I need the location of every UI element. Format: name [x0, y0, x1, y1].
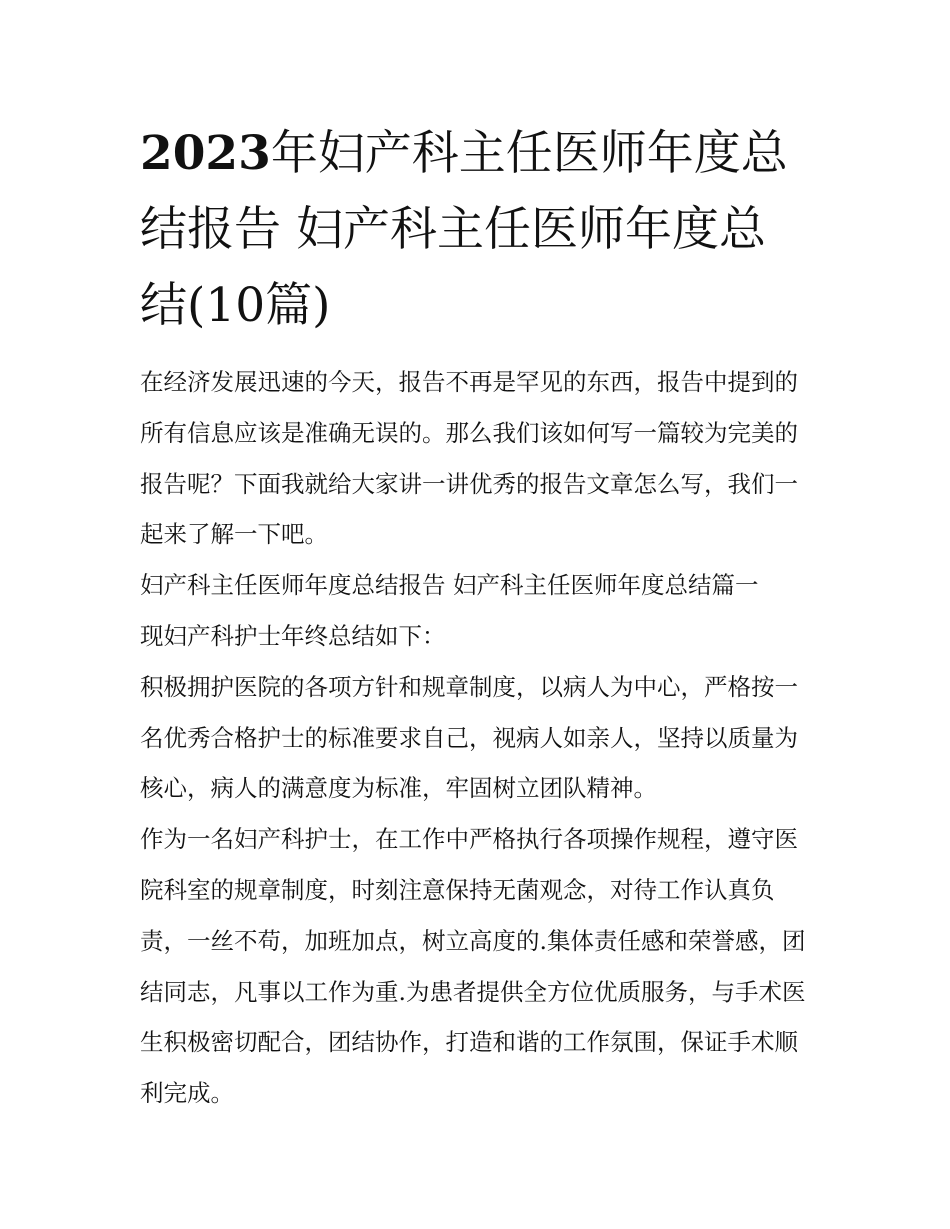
paragraph-intro: 在经济发展迅速的今天，报告不再是罕见的东西，报告中提到的所有信息应该是准确无误的。那么我们该如何写一篇较为完美的报告呢？下面我就给大家讲一讲优秀的报告文章怎么写，我们一起来了解一下吧。 [140, 368, 798, 549]
title-line-3 [140, 278, 331, 333]
document-content [140, 116, 812, 1119]
title-line-3-prefix: 结(10 [140, 278, 266, 333]
title-year: 2023 [140, 126, 271, 181]
paragraph-summary-lead: 现妇产科护士年终总结如下： [140, 621, 446, 650]
document-title [140, 116, 812, 344]
document-body [140, 357, 812, 1119]
paragraph-principles: 积极拥护医院的各项方针和规章制度，以病人为中心，严格按一名优秀合格护士的标准要求自己，视病人如亲人，坚持以质量为核心，病人的满意度为标准，牢固树立团队精神。 [140, 672, 798, 803]
paragraph-work-duties: 作为一名妇产科护士，在工作中严格执行各项操作规程，遵守医院科室的规章制度，时刻注意保持无菌观念，对待工作认真负责，一丝不苟，加班加点，树立高度的.集体责任感和荣誉感，团结同志，凡事以工作为重.为患者提供全方位优质服务，与手术医生积极密切配合，团结协作，打造和谐的工作氛围，保证手术顺利完成。 [140, 825, 806, 1108]
title-line-2: 结报告 妇产科主任医师年度总 [140, 202, 766, 257]
paragraph-section-heading: 妇产科主任医师年度总结报告 妇产科主任医师年度总结篇一 [140, 571, 759, 600]
title-line-3-text: 篇) [265, 278, 331, 333]
title-line-1 [140, 126, 788, 181]
title-line-1-text: 年妇产科主任医师年度总 [270, 126, 788, 181]
